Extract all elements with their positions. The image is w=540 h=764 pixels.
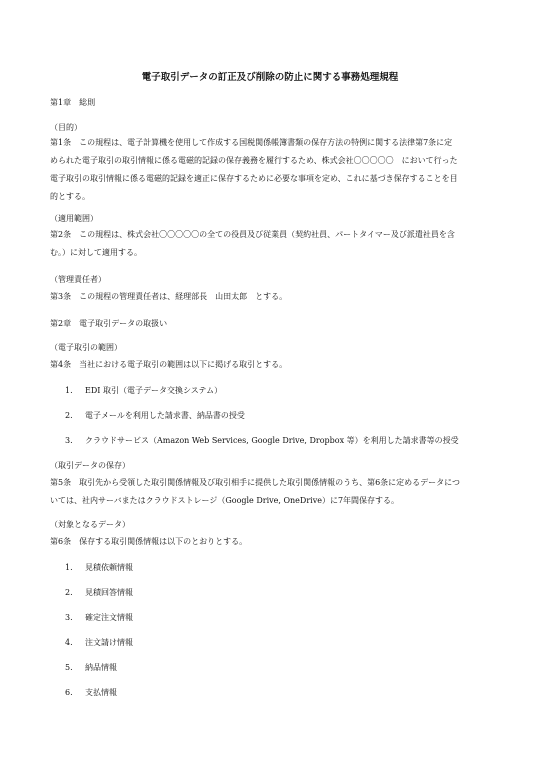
list-item-text: 納品情報 <box>85 663 117 672</box>
article-4-list-item <box>65 385 222 397</box>
article-2-line: 第2条 この規程は、株式会社〇〇〇〇〇の全ての役員及び従業員（契約社員、パートタイマー及び派遣社員を含 <box>50 230 455 239</box>
article-1-line: 的とする。 <box>50 192 90 201</box>
article-6-list-item <box>65 637 133 649</box>
article-5-heading: （取引データの保存） <box>50 461 130 470</box>
article-2-line: む。）に対して適用する。 <box>50 248 142 257</box>
list-item-number: 1. <box>65 386 73 395</box>
article-1-line: 第1条 この規程は、電子計算機を使用して作成する国税関係帳簿書類の保存方法の特例に関する法律第7条に定 <box>50 138 453 147</box>
article-2-text <box>50 226 496 262</box>
list-item-text: 支払情報 <box>85 688 117 697</box>
list-item-text: 見積回答情報 <box>85 588 133 597</box>
article-1-line: 電子取引の取引情報に係る電磁的記録を適正に保存するために必要な事項を定め、これに基づき保存することを目 <box>50 174 458 183</box>
chapter-2-heading: 第2章 電子取引データの取扱い <box>50 319 168 328</box>
list-item-text: 電子メールを利用した請求書、納品書の授受 <box>85 411 245 420</box>
article-3-text: 第3条 この規程の管理責任者は、経理部長 山田太郎 とする。 <box>50 292 288 301</box>
article-6-list-item <box>65 662 117 674</box>
article-4-list-item <box>65 435 459 447</box>
list-item-text: 確定注文情報 <box>85 613 133 622</box>
article-6-list-item <box>65 687 117 699</box>
article-2-heading: （適用範囲） <box>50 214 98 223</box>
list-item-number: 2. <box>65 588 73 597</box>
document-title: 電子取引データの訂正及び削除の防止に関する事務処理規程 <box>141 72 399 83</box>
article-6-list-item <box>65 562 133 574</box>
article-5-line: 第5条 取引先から受領した取引関係情報及び取引相手に提供した取引関係情報のうち、第6条に定めるデータにつ <box>50 478 461 487</box>
list-item-number: 2. <box>65 411 73 420</box>
list-item-text: 見積依頼情報 <box>85 563 133 572</box>
list-item-number: 3. <box>65 436 73 445</box>
list-item-number: 6. <box>65 688 73 697</box>
list-item-number: 4. <box>65 638 73 647</box>
article-6-heading: （対象となるデータ） <box>50 520 130 529</box>
article-6-text: 第6条 保存する取引関係情報は以下のとおりとする。 <box>50 537 248 546</box>
article-1-heading: （目的） <box>50 123 82 132</box>
article-6-list-item <box>65 587 133 599</box>
article-4-text: 第4条 当社における電子取引の範囲は以下に掲げる取引とする。 <box>50 360 288 369</box>
article-6-list-item <box>65 612 133 624</box>
list-item-text: EDI 取引（電子データ交換システム） <box>85 386 223 395</box>
article-4-heading: （電子取引の範囲） <box>50 343 122 352</box>
list-item-number: 5. <box>65 663 73 672</box>
article-4-list-item <box>65 410 245 422</box>
article-1-line: められた電子取引の取引情報に係る電磁的記録の保存義務を履行するため、株式会社〇〇〇〇〇 において行った <box>50 156 458 165</box>
chapter-1-heading: 第1章 総則 <box>50 98 96 107</box>
article-5-text <box>50 474 496 510</box>
list-item-text: クラウドサービス（Amazon Web Services, Google Drive, Dropbox 等）を利用した請求書等の授受 <box>85 436 459 445</box>
list-item-text: 注文請け情報 <box>85 638 133 647</box>
article-1-text <box>50 134 496 206</box>
list-item-number: 3. <box>65 613 73 622</box>
list-item-number: 1. <box>65 563 73 572</box>
article-5-line: いては、社内サーバまたはクラウドストレージ（Google Drive, OneDrive）に7年間保存する。 <box>50 496 400 505</box>
article-3-heading: （管理責任者） <box>50 275 106 284</box>
